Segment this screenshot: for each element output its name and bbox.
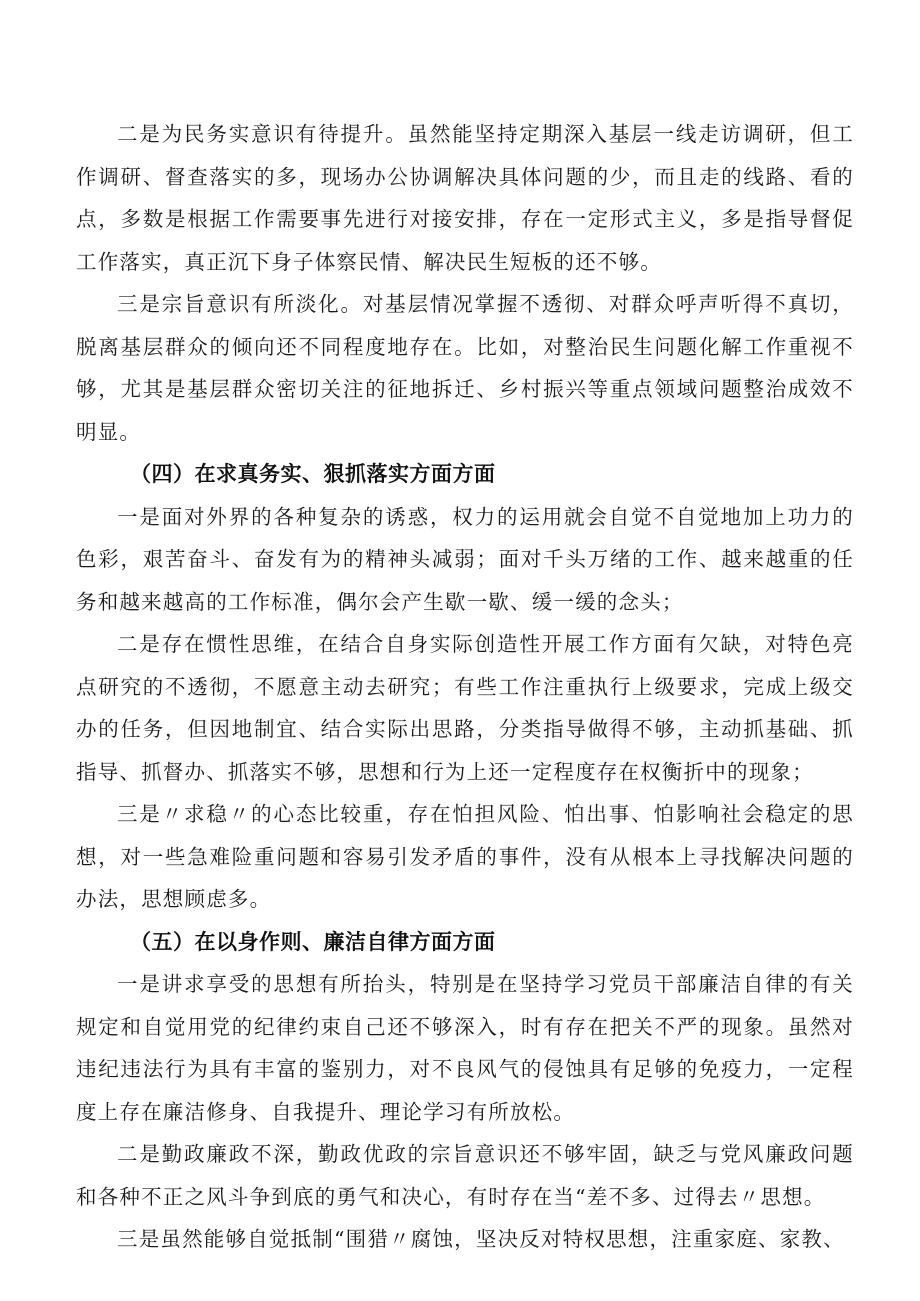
paragraph-service-awareness: 二是为民务实意识有待提升。虽然能坚持定期深入基层一线走访调研，但工作调研、督查落实的多，现场办公协调解决具体问题的少，而且走的线路、看的点，多数是根据工作需要事先进行对接安排，存在一定形式主义，多是指导督促工作落实，真正沉下身子体察民情、解决民生短板的还不够。 [76,122,854,274]
paragraph-purpose-awareness: 三是宗旨意识有所淡化。对基层情况掌握不透彻、对群众呼声听得不真切，脱离基层群众的倾向还不同程度地存在。比如，对整治民生问题化解工作重视不够，尤其是基层群众密切关注的征地拆迁、乡村振兴等重点领域问题整治成效不明显。 [76,292,854,444]
section-heading-four: （四）在求真务实、狠抓落实方面方面 [130,462,496,486]
document-body [76,113,854,1261]
section-heading-five: （五）在以身作则、廉洁自律方面方面 [130,929,496,954]
paragraph-stability-mindset: 三是〃求稳〃的心态比较重，存在怕担风险、怕出事、怕影响社会稳定的思想，对一些急难险重问题和容易引发矛盾的事件，没有从根本上寻找解决问题的办法，思想顾虑多。 [76,802,854,911]
paragraph-diligent-governance: 二是勤政廉政不深，勤政优政的宗旨意识还不够牢固，缺乏与党风廉政问题和各种不正之风斗争到底的勇气和决心，有时存在当“差不多、过得去〃思想。 [76,1142,854,1209]
paragraph-inertial-thinking: 二是存在惯性思维，在结合自身实际创造性开展工作方面有欠缺，对特色亮点研究的不透彻，不愿意主动去研究；有些工作注重执行上级要求，完成上级交办的任务，但因地制宜、结合实际出思路，分类指导做得不够，主动抓基础、抓指导、抓督办、抓落实不够，思想和行为上还一定程度存在权衡折中的现象； [76,632,854,784]
paragraph-resist-corruption: 三是虽然能够自觉抵制“围猎〃腐蚀，坚决反对特权思想，注重家庭、家教、 [117,1227,845,1251]
paragraph-temptation: 一是面对外界的各种复杂的诱惑，权力的运用就会自觉不自觉地加上功力的色彩，艰苦奋斗、奋发有为的精神头减弱；面对千头万绪的工作、越来越重的任务和越来越高的工作标准，偶尔会产生歇一歇、缓一缓的念头； [76,504,854,614]
paragraph-enjoyment-thinking: 一是讲求享受的思想有所抬头，特别是在坚持学习党员干部廉洁自律的有关规定和自觉用党的纪律约束自己还不够深入，时有存在把关不严的现象。虽然对违纪违法行为具有丰富的鉴别力，对不良风气的侵蚀具有足够的免疫力，一定程度上存在廉洁修身、自我提升、理论学习有所放松。 [76,972,854,1124]
